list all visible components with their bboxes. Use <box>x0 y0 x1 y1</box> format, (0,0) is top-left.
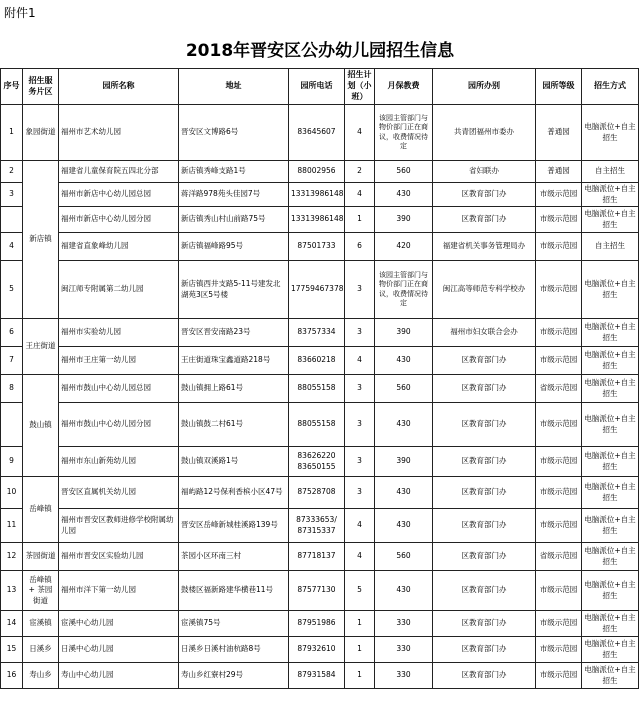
cell-no: 6 <box>1 319 23 347</box>
cell-plan: 1 <box>345 611 375 637</box>
cell-fee: 430 <box>375 403 433 447</box>
cell-phone: 87932610 <box>289 637 345 663</box>
cell-mode: 电脑派位+自主招生 <box>582 403 639 447</box>
cell-level: 市级示范园 <box>536 261 582 319</box>
cell-addr: 寿山乡红寮村29号 <box>179 663 289 689</box>
cell-org: 区教育部门办 <box>433 663 536 689</box>
cell-mode: 电脑派位+自主招生 <box>582 183 639 207</box>
cell-fee: 560 <box>375 375 433 403</box>
cell-level: 市级示范园 <box>536 663 582 689</box>
cell-area: 岳峰镇 + 茶园街道 <box>23 571 59 611</box>
cell-mode: 电脑派位+自主招生 <box>582 663 639 689</box>
cell-org: 省妇联办 <box>433 161 536 183</box>
cell-mode: 电脑派位+自主招生 <box>582 447 639 477</box>
cell-addr: 新店镇福峰路95号 <box>179 233 289 261</box>
table-row <box>1 543 639 571</box>
cell-name: 福州市实验幼儿园 <box>59 319 179 347</box>
cell-fee: 430 <box>375 183 433 207</box>
cell-level: 市级示范园 <box>536 611 582 637</box>
cell-plan: 4 <box>345 183 375 207</box>
cell-area: 鼓山镇 <box>23 375 59 477</box>
cell-org: 区教育部门办 <box>433 183 536 207</box>
cell-phone: 87718137 <box>289 543 345 571</box>
cell-name: 闽江师专附属第二幼儿园 <box>59 261 179 319</box>
cell-level: 市级示范园 <box>536 509 582 543</box>
cell-area: 岳峰镇 <box>23 477 59 543</box>
cell-fee: 430 <box>375 347 433 375</box>
cell-name: 宦溪中心幼儿园 <box>59 611 179 637</box>
header-phone: 园所电话 <box>289 69 345 105</box>
cell-level: 市级示范园 <box>536 233 582 261</box>
cell-plan: 1 <box>345 207 375 233</box>
cell-mode: 电脑派位+自主招生 <box>582 509 639 543</box>
cell-phone: 83757334 <box>289 319 345 347</box>
cell-addr: 新店镇秀山村山前路75号 <box>179 207 289 233</box>
cell-mode: 电脑派位+自主招生 <box>582 611 639 637</box>
cell-org: 福州市妇女联合会办 <box>433 319 536 347</box>
table-row <box>1 261 639 319</box>
cell-name: 福州市晋安区教师进修学校附属幼儿园 <box>59 509 179 543</box>
header-org: 园所办别 <box>433 69 536 105</box>
header-fee: 月保教费 <box>375 69 433 105</box>
cell-fee: 390 <box>375 319 433 347</box>
cell-addr: 新店镇西井支路5-11号建发北湖苑3区5号楼 <box>179 261 289 319</box>
header-name: 园所名称 <box>59 69 179 105</box>
cell-level: 市级示范园 <box>536 637 582 663</box>
cell-level: 普通园 <box>536 105 582 161</box>
table-row <box>1 105 639 161</box>
cell-phone: 87577130 <box>289 571 345 611</box>
cell-area: 寿山乡 <box>23 663 59 689</box>
cell-no: 5 <box>1 261 23 319</box>
cell-addr: 晋安区文博路6号 <box>179 105 289 161</box>
cell-plan: 1 <box>345 663 375 689</box>
cell-org: 福建省机关事务管理局办 <box>433 233 536 261</box>
header-no: 序号 <box>1 69 23 105</box>
cell-no: 10 <box>1 477 23 509</box>
cell-mode: 电脑派位+自主招生 <box>582 319 639 347</box>
cell-phone: 87931584 <box>289 663 345 689</box>
cell-phone: 83645607 <box>289 105 345 161</box>
cell-area: 日溪乡 <box>23 637 59 663</box>
cell-no: 13 <box>1 571 23 611</box>
cell-org: 区教育部门办 <box>433 509 536 543</box>
header-area: 招生服务片区 <box>23 69 59 105</box>
cell-addr: 宦溪镇75号 <box>179 611 289 637</box>
cell-fee: 330 <box>375 611 433 637</box>
cell-no: 1 <box>1 105 23 161</box>
cell-addr: 鼓山镇拥上路61号 <box>179 375 289 403</box>
cell-mode: 电脑派位+自主招生 <box>582 105 639 161</box>
cell-plan: 4 <box>345 509 375 543</box>
table-row <box>1 161 639 183</box>
cell-org: 区教育部门办 <box>433 375 536 403</box>
cell-addr: 晋安区晋安南路23号 <box>179 319 289 347</box>
page-title: 2018年晋安区公办幼儿园招生信息 <box>185 41 455 61</box>
cell-no: 12 <box>1 543 23 571</box>
table-row <box>1 663 639 689</box>
cell-phone: 88055158 <box>289 403 345 447</box>
cell-phone: 88002956 <box>289 161 345 183</box>
cell-name: 福州市新店中心幼儿园总园 <box>59 183 179 207</box>
cell-plan: 3 <box>345 447 375 477</box>
cell-no: 11 <box>1 509 23 543</box>
cell-addr: 晋安区岳峰新城桂溪路139号 <box>179 509 289 543</box>
cell-addr: 蒋洋路978苑头佳园7号 <box>179 183 289 207</box>
cell-name: 晋安区直属机关幼儿园 <box>59 477 179 509</box>
table-row <box>1 233 639 261</box>
header-addr: 地址 <box>179 69 289 105</box>
cell-name: 寿山中心幼儿园 <box>59 663 179 689</box>
cell-name: 福州市新店中心幼儿园分园 <box>59 207 179 233</box>
cell-org: 区教育部门办 <box>433 477 536 509</box>
cell-phone: 87501733 <box>289 233 345 261</box>
table-row <box>1 637 639 663</box>
cell-name: 福建省儿童保育院五四北分部 <box>59 161 179 183</box>
cell-org: 区教育部门办 <box>433 543 536 571</box>
cell-mode: 自主招生 <box>582 233 639 261</box>
cell-mode: 电脑派位+自主招生 <box>582 207 639 233</box>
header-mode: 招生方式 <box>582 69 639 105</box>
cell-no: 3 <box>1 183 23 207</box>
cell-addr: 茶园小区环南三村 <box>179 543 289 571</box>
cell-name: 福州市洋下第一幼儿园 <box>59 571 179 611</box>
table-row <box>1 207 639 233</box>
cell-fee: 560 <box>375 161 433 183</box>
cell-level: 普通园 <box>536 161 582 183</box>
cell-mode: 电脑派位+自主招生 <box>582 375 639 403</box>
cell-plan: 2 <box>345 161 375 183</box>
cell-phone: 83660218 <box>289 347 345 375</box>
table-row <box>1 611 639 637</box>
cell-fee: 390 <box>375 207 433 233</box>
cell-mode: 电脑派位+自主招生 <box>582 347 639 375</box>
cell-area: 茶园街道 <box>23 543 59 571</box>
header-plan: 招生计划（小班） <box>345 69 375 105</box>
cell-plan: 3 <box>345 477 375 509</box>
cell-level: 市级示范园 <box>536 347 582 375</box>
cell-phone: 88055158 <box>289 375 345 403</box>
cell-no: 7 <box>1 347 23 375</box>
cell-fee: 330 <box>375 663 433 689</box>
table-row <box>1 571 639 611</box>
cell-level: 省级示范园 <box>536 543 582 571</box>
cell-level: 市级示范园 <box>536 207 582 233</box>
cell-org: 闽江高等师范专科学校办 <box>433 261 536 319</box>
cell-name: 日溪中心幼儿园 <box>59 637 179 663</box>
cell-org: 区教育部门办 <box>433 571 536 611</box>
cell-addr: 鼓楼区福新路建华横巷11号 <box>179 571 289 611</box>
cell-no <box>1 207 23 233</box>
cell-org: 区教育部门办 <box>433 611 536 637</box>
cell-name: 福州市鼓山中心幼儿园总园 <box>59 375 179 403</box>
cell-org: 区教育部门办 <box>433 347 536 375</box>
cell-no: 14 <box>1 611 23 637</box>
cell-name: 福州市晋安区实验幼儿园 <box>59 543 179 571</box>
cell-area: 宦溪镇 <box>23 611 59 637</box>
cell-level: 市级示范园 <box>536 183 582 207</box>
cell-fee: 330 <box>375 637 433 663</box>
cell-phone: 87333653/ 87315337 <box>289 509 345 543</box>
cell-fee: 该园主管部门与物价部门正在商议，收费情况待定 <box>375 261 433 319</box>
cell-level: 市级示范园 <box>536 571 582 611</box>
cell-phone: 13313986148 <box>289 207 345 233</box>
cell-mode: 电脑派位+自主招生 <box>582 261 639 319</box>
table-row <box>1 447 639 477</box>
table-row <box>1 347 639 375</box>
cell-phone: 17759467378 <box>289 261 345 319</box>
cell-plan: 1 <box>345 637 375 663</box>
cell-no <box>1 403 23 447</box>
cell-name: 福州市东山新苑幼儿园 <box>59 447 179 477</box>
cell-no: 9 <box>1 447 23 477</box>
cell-name: 福州市王庄第一幼儿园 <box>59 347 179 375</box>
cell-mode: 电脑派位+自主招生 <box>582 477 639 509</box>
table-row <box>1 319 639 347</box>
header-level: 园所等级 <box>536 69 582 105</box>
cell-no: 2 <box>1 161 23 183</box>
cell-phone: 13313986148 <box>289 183 345 207</box>
cell-plan: 3 <box>345 403 375 447</box>
cell-plan: 3 <box>345 261 375 319</box>
cell-addr: 日溪乡日溪村油杭路8号 <box>179 637 289 663</box>
cell-name: 福建省直象峰幼儿园 <box>59 233 179 261</box>
cell-level: 市级示范园 <box>536 403 582 447</box>
cell-plan: 4 <box>345 543 375 571</box>
cell-name: 福州市艺术幼儿园 <box>59 105 179 161</box>
table-row <box>1 183 639 207</box>
cell-fee: 该园主管部门与物价部门正在商议，收费情况待定 <box>375 105 433 161</box>
cell-addr: 福屿路12号保利香槟小区47号 <box>179 477 289 509</box>
cell-area: 新店镇 <box>23 161 59 319</box>
cell-plan: 4 <box>345 105 375 161</box>
cell-no: 8 <box>1 375 23 403</box>
cell-area: 王庄街道 <box>23 319 59 375</box>
cell-addr: 王庄街道珠宝鑫道路218号 <box>179 347 289 375</box>
cell-level: 省级示范园 <box>536 375 582 403</box>
cell-addr: 鼓山镇双溪路1号 <box>179 447 289 477</box>
cell-plan: 3 <box>345 319 375 347</box>
cell-addr: 新店镇秀峰支路1号 <box>179 161 289 183</box>
cell-phone: 87951986 <box>289 611 345 637</box>
cell-org: 区教育部门办 <box>433 447 536 477</box>
cell-no: 15 <box>1 637 23 663</box>
cell-plan: 6 <box>345 233 375 261</box>
cell-name: 福州市鼓山中心幼儿园分园 <box>59 403 179 447</box>
cell-fee: 430 <box>375 509 433 543</box>
cell-no: 4 <box>1 233 23 261</box>
table-row <box>1 477 639 509</box>
cell-mode: 电脑派位+自主招生 <box>582 571 639 611</box>
cell-addr: 鼓山镇鼓二村61号 <box>179 403 289 447</box>
cell-mode: 自主招生 <box>582 161 639 183</box>
cell-level: 市级示范园 <box>536 319 582 347</box>
table-row <box>1 375 639 403</box>
enrollment-table <box>0 68 639 689</box>
cell-org: 区教育部门办 <box>433 207 536 233</box>
cell-fee: 560 <box>375 543 433 571</box>
cell-org: 共青团福州市委办 <box>433 105 536 161</box>
table-row <box>1 509 639 543</box>
cell-fee: 390 <box>375 447 433 477</box>
header-row <box>1 69 639 105</box>
cell-area: 象园街道 <box>23 105 59 161</box>
cell-phone: 83626220 83650155 <box>289 447 345 477</box>
cell-org: 区教育部门办 <box>433 637 536 663</box>
table-row <box>1 403 639 447</box>
cell-plan: 3 <box>345 375 375 403</box>
cell-level: 市级示范园 <box>536 477 582 509</box>
cell-mode: 电脑派位+自主招生 <box>582 543 639 571</box>
cell-fee: 420 <box>375 233 433 261</box>
cell-org: 区教育部门办 <box>433 403 536 447</box>
cell-plan: 5 <box>345 571 375 611</box>
cell-fee: 430 <box>375 477 433 509</box>
cell-level: 市级示范园 <box>536 447 582 477</box>
cell-fee: 430 <box>375 571 433 611</box>
cell-mode: 电脑派位+自主招生 <box>582 637 639 663</box>
cell-phone: 87528708 <box>289 477 345 509</box>
appendix-label: 附件1 <box>4 6 36 20</box>
cell-no: 16 <box>1 663 23 689</box>
cell-plan: 4 <box>345 347 375 375</box>
